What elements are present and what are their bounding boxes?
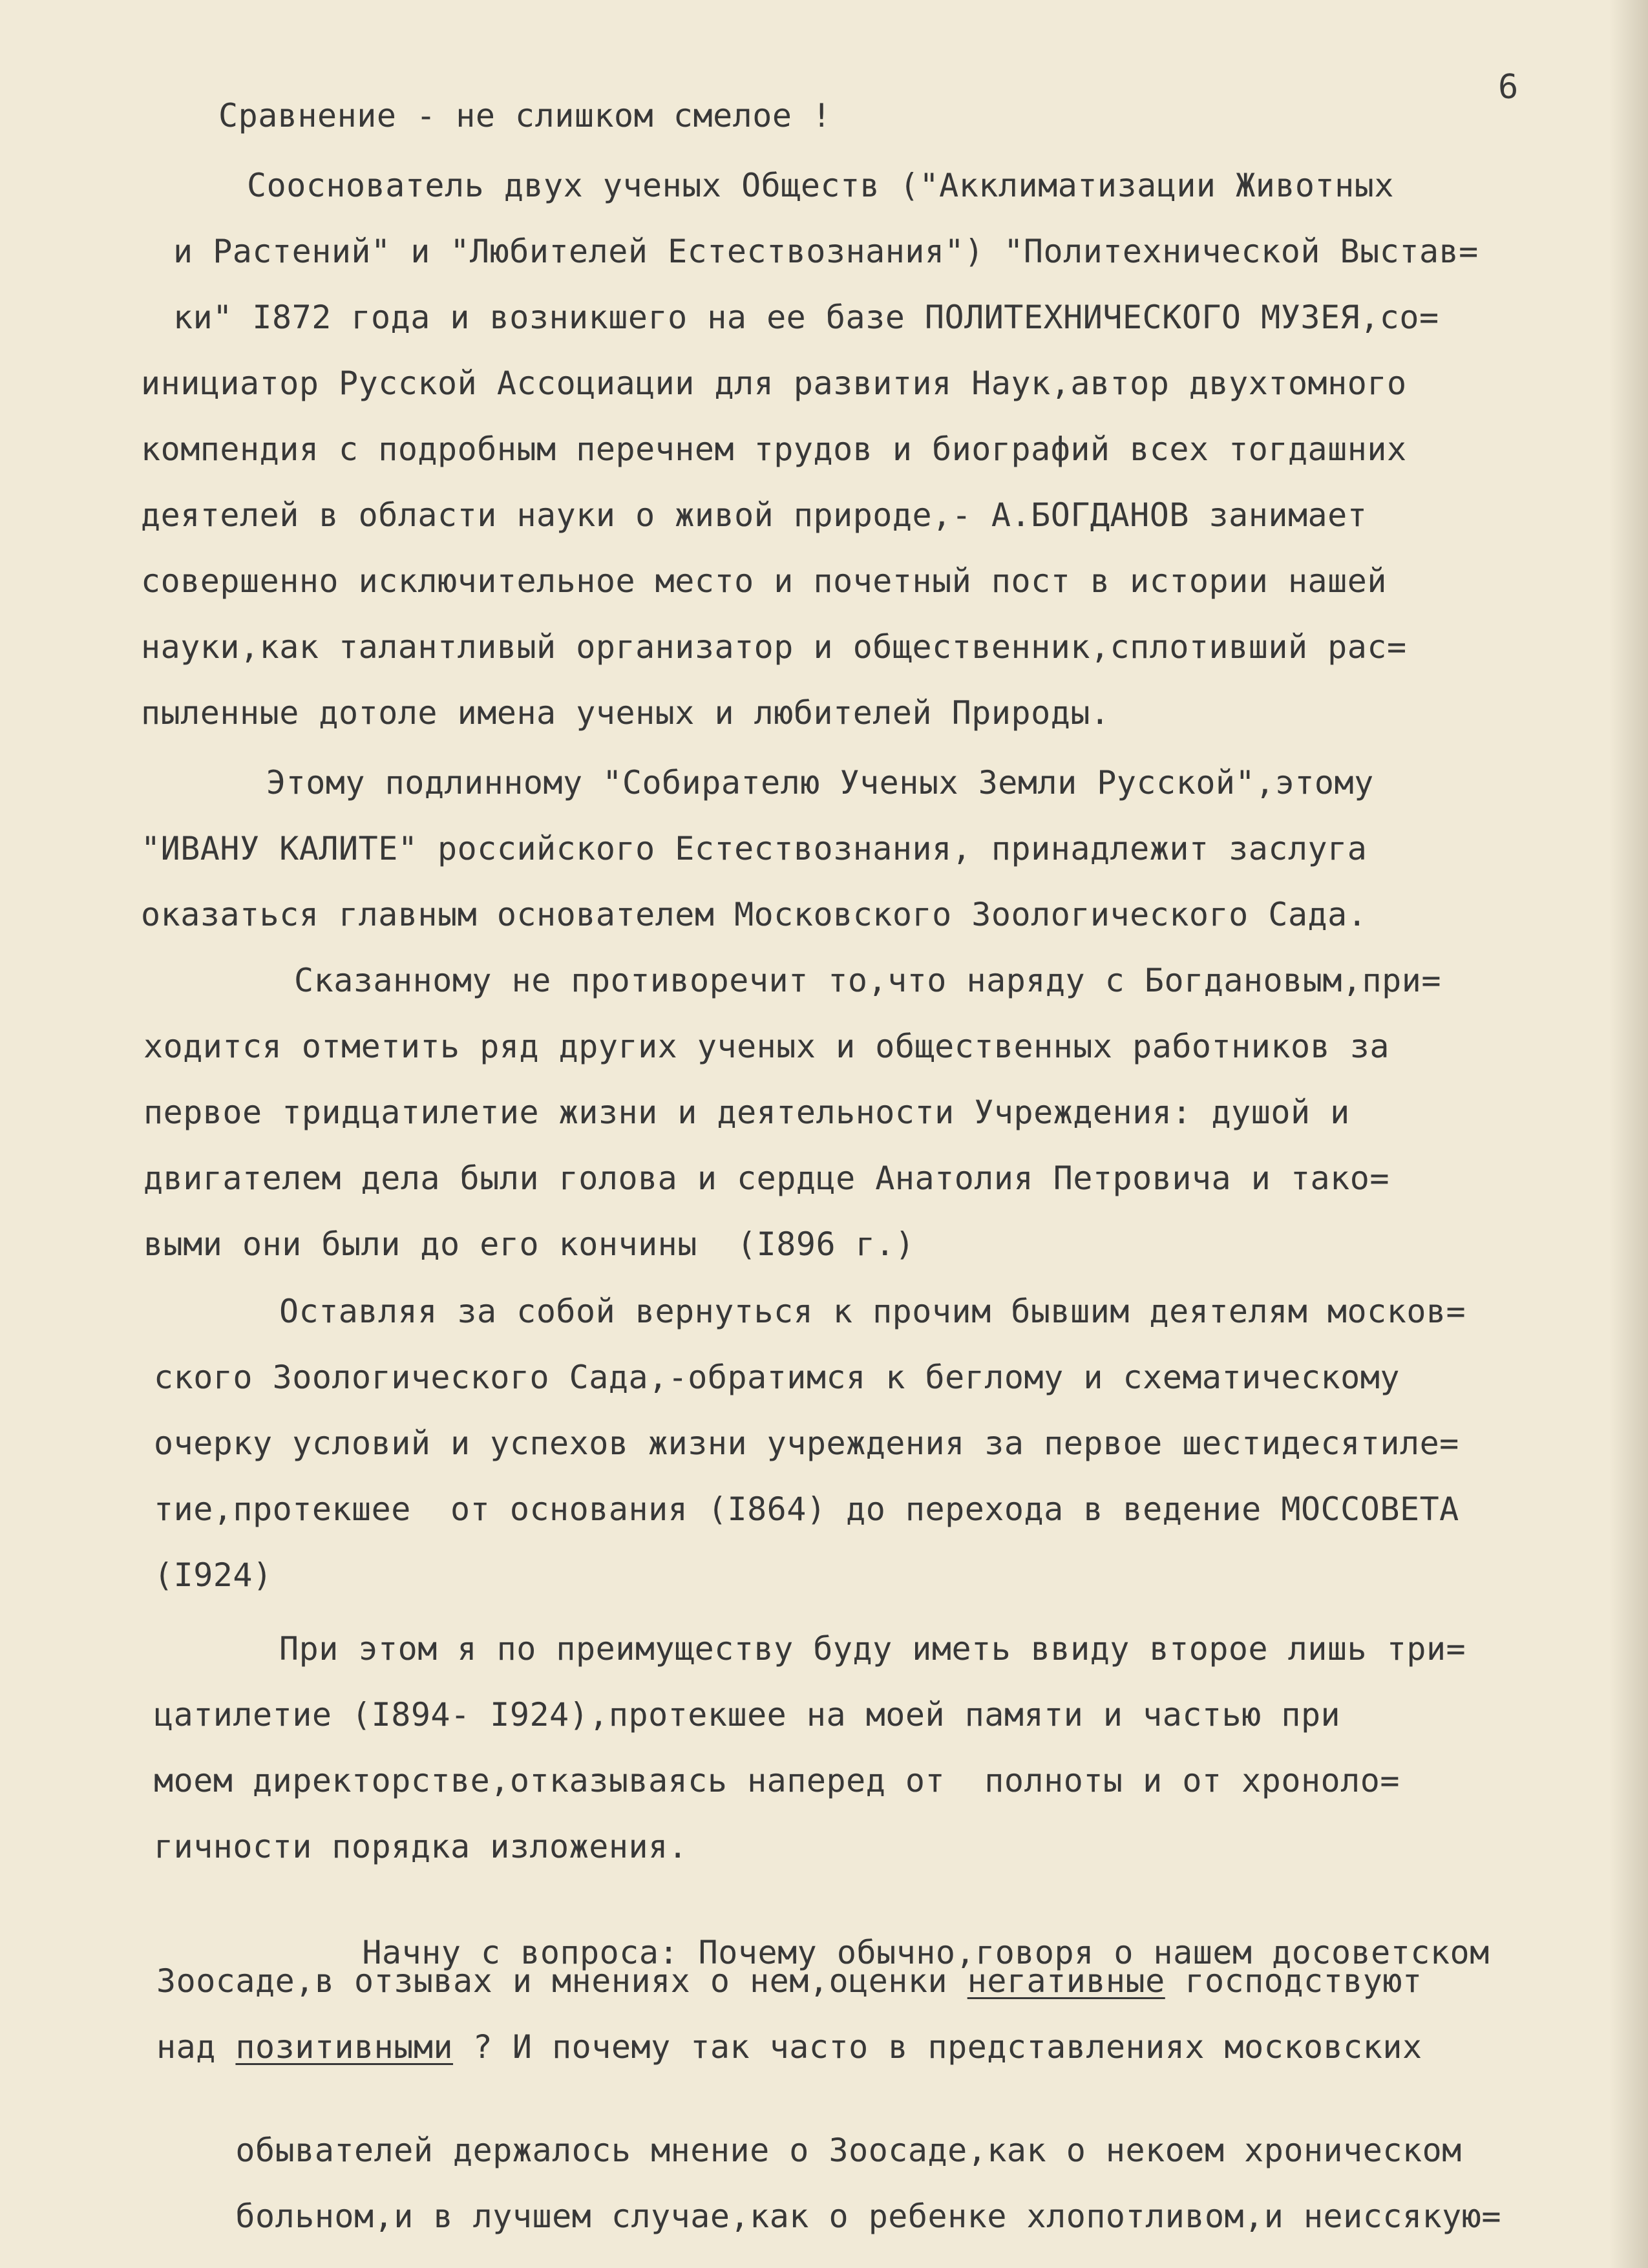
paragraph-6-line-2 [156,1962,1422,2000]
paragraph-5-line-2: цатилетие (I894- I924),протекшее на моей памяти и частью при [154,1696,1341,1733]
paragraph-4-line-3: очерку условий и успехов жизни учреждения за первое шестидесятиле= [154,1425,1459,1462]
paragraph-3-line-4: двигателем дела были голова и сердце Анатолия Петровича и тако= [143,1160,1389,1197]
paragraph-1-line-4: инициатор Русской Ассоциации для развития Наук,автор двухтомного [141,365,1407,402]
paragraph-3-line-2: ходится отметить ряд других ученых и общественных работников за [143,1028,1389,1065]
paragraph-6-line-1-text: Начну с вопроса: Почему обычно,говоря о нашем досоветском [362,1934,1490,1971]
paragraph-6-line-5-text: больном,и в лучшем случае,как о ребенке хлопотливом,и неиссякую= [235,2198,1501,2235]
heading: Сравнение - не слишком смелое ! [218,97,832,134]
paragraph-6-line-5 [156,2160,1501,2268]
paragraph-5-line-4: гичности порядка изложения. [154,1828,688,1865]
paragraph-1-line-2: и Растений" и "Любителей Естествознания") "Политехнической Выстав= [173,233,1479,270]
paragraph-2-line-2: "ИВАНУ КАЛИТЕ" российского Естествознания, принадлежит заслуга [141,830,1368,867]
underlined-word-positive: позитивными [235,2028,454,2066]
paragraph-2-line-3: оказаться главным основателем Московского Зоологического Сада. [141,896,1368,933]
paragraph-1-line-5: компендия с подробным перечнем трудов и биографий всех тогдашних [141,430,1407,468]
paragraph-6-line-3-pre: над [156,2028,236,2066]
paragraph-2-line-1: Этому подлинному "Собирателю Ученых Земли Русской",этому [266,764,1374,801]
paragraph-6-line-3 [156,2028,1422,2066]
paragraph-1-line-3: ки" I872 года и возникшего на ее базе ПОЛИТЕХНИЧЕСКОГО МУЗЕЯ,со= [173,299,1439,336]
paragraph-1-line-1: Сооснователь двух ученых Обществ ("Акклиматизации Животных [247,167,1394,204]
page-number: 6 [1498,68,1519,107]
paragraph-5-line-1: При этом я по преимуществу буду иметь ввиду второе лишь три= [279,1630,1466,1668]
page-edge-shadow [1609,0,1648,2268]
paragraph-1-line-7: совершенно исключительное место и почетный пост в истории нашей [141,562,1387,600]
paragraph-4-line-5: (I924) [154,1556,273,1594]
paragraph-3-line-3: первое тридцатилетие жизни и деятельности Учреждения: душой и [143,1094,1350,1131]
paragraph-5-line-3: моем директорстве,отказываясь наперед от полноты и от хроноло= [154,1762,1400,1799]
paragraph-6-line-4-text: обывателей держалось мнение о Зоосаде,как о некоем хроническом [235,2132,1462,2169]
paragraph-6-line-3-post: ? И почему так часто в представлениях московских [453,2028,1422,2066]
paragraph-1-line-8: науки,как талантливый организатор и общественник,сплотивший рас= [141,628,1407,666]
paragraph-1-line-9: пыленные дотоле имена ученых и любителей Природы. [141,694,1110,732]
paragraph-1-line-6: деятелей в области науки о живой природе,- А.БОГДАНОВ занимает [141,496,1368,534]
underlined-word-negative: негативные [967,1962,1165,2000]
paragraph-3-line-1: Сказанному не противоречит то,что наряду с Богдановым,при= [294,962,1441,999]
paragraph-6-line-2-pre: Зоосаде,в отзывах и мнениях о нем,оценки [156,1962,967,2000]
paragraph-4-line-1: Оставляя за собой вернуться к прочим бывшим деятелям москов= [279,1293,1466,1330]
paragraph-6-line-2-post: господствуют [1165,1962,1422,2000]
paragraph-4-line-2: ского Зоологического Сада,-обратимся к беглому и схематическому [154,1359,1400,1396]
paragraph-4-line-4: тие,протекшее от основания (I864) до перехода в ведение МОССОВЕТА [154,1490,1459,1528]
paragraph-3-line-5: выми они были до его кончины (I896 г.) [143,1225,915,1263]
